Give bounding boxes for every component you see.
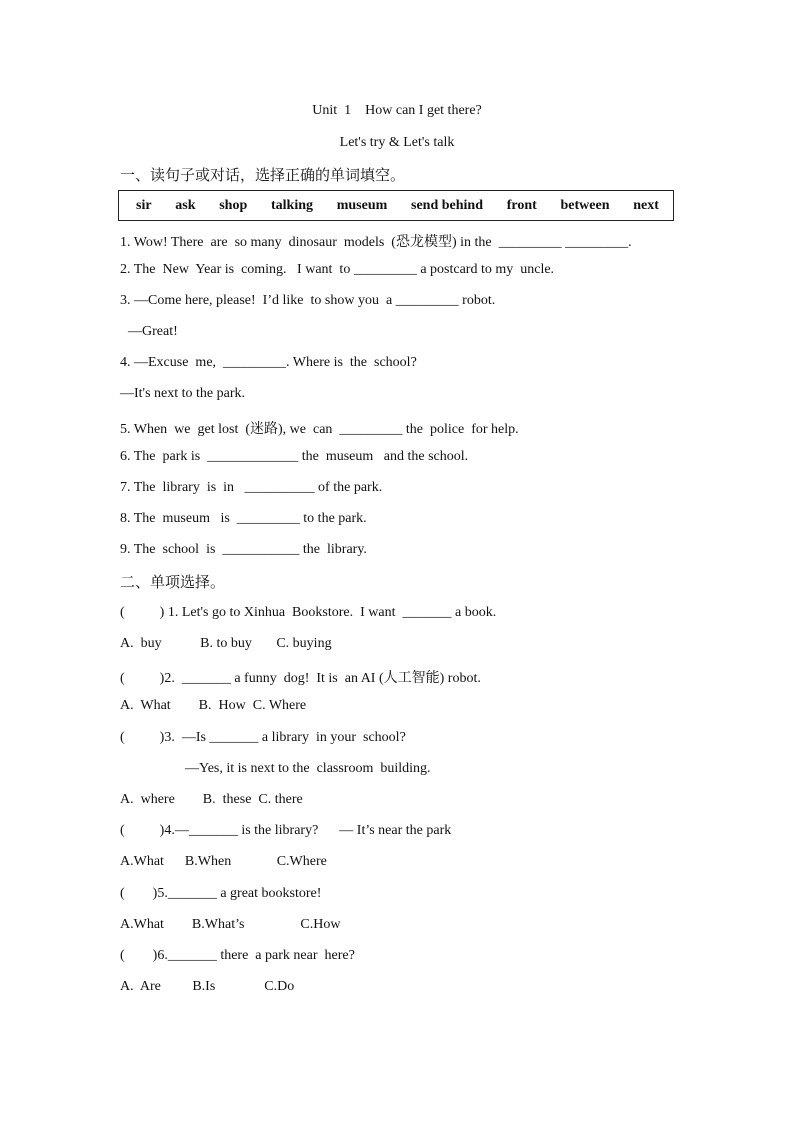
mc-options-1: A. buy B. to buy C. buying (120, 636, 332, 651)
word-bank-item: between (560, 197, 610, 213)
mc-question-2: ( )2. _______ a funny dog! It is an AI (人工智能) robot. (120, 671, 481, 686)
word-bank-item: shop (219, 197, 248, 213)
word-bank-item: museum (336, 197, 388, 213)
worksheet-subtitle: Let's try & Let's talk (339, 135, 455, 150)
question-9: 9. The school is ___________ the library. (120, 542, 367, 557)
section-2-heading: 二、单项选择。 (120, 573, 226, 591)
word-bank-item: sir (136, 197, 152, 213)
question-4: 4. —Excuse me, _________. Where is the school? (120, 355, 417, 370)
word-bank-item: ask (175, 197, 196, 213)
question-5: 5. When we get lost (迷路), we can _________ the police for help. (120, 422, 519, 437)
question-3: 3. —Come here, please! I’d like to show you a _________ robot. (120, 293, 496, 308)
word-bank-item: talking (270, 197, 313, 213)
mc-question-3: ( )3. —Is _______ a library in your school? (120, 730, 406, 745)
mc-options-6: A. Are B.Is C.Do (120, 979, 295, 994)
question-7: 7. The library is in __________ of the park. (120, 480, 383, 495)
mc-question-5: ( )5._______ a great bookstore! (120, 886, 322, 901)
mc-question-3-reply: —Yes, it is next to the classroom building. (185, 761, 431, 776)
question-4-reply: —It's next to the park. (120, 386, 245, 401)
question-3-reply: —Great! (128, 324, 178, 339)
mc-options-5: A.What B.What’s C.How (120, 917, 341, 932)
word-bank-item: next (633, 197, 659, 213)
word-bank-item: front (506, 197, 537, 213)
mc-options-2: A. What B. How C. Where (120, 698, 307, 713)
word-bank-item: send behind (411, 197, 483, 213)
mc-question-4: ( )4.—_______ is the library? — It’s near the park (120, 823, 452, 838)
worksheet-title: Unit 1 How can I get there? (312, 103, 482, 118)
mc-question-1: ( ) 1. Let's go to Xinhua Bookstore. I want _______ a book. (120, 605, 497, 620)
mc-options-3: A. where B. these C. there (120, 792, 303, 807)
mc-options-4: A.What B.When C.Where (120, 854, 327, 869)
question-2: 2. The New Year is coming. I want to _________ a postcard to my uncle. (120, 262, 555, 277)
word-bank (118, 190, 674, 221)
question-1: 1. Wow! There are so many dinosaur models (恐龙模型) in the _________ _________. (120, 235, 632, 250)
question-8: 8. The museum is _________ to the park. (120, 511, 367, 526)
question-6: 6. The park is _____________ the museum and the school. (120, 449, 469, 464)
mc-question-6: ( )6._______ there a park near here? (120, 948, 355, 963)
section-1-heading: 一、读句子或对话，选择正确的单词填空。 (120, 166, 406, 184)
